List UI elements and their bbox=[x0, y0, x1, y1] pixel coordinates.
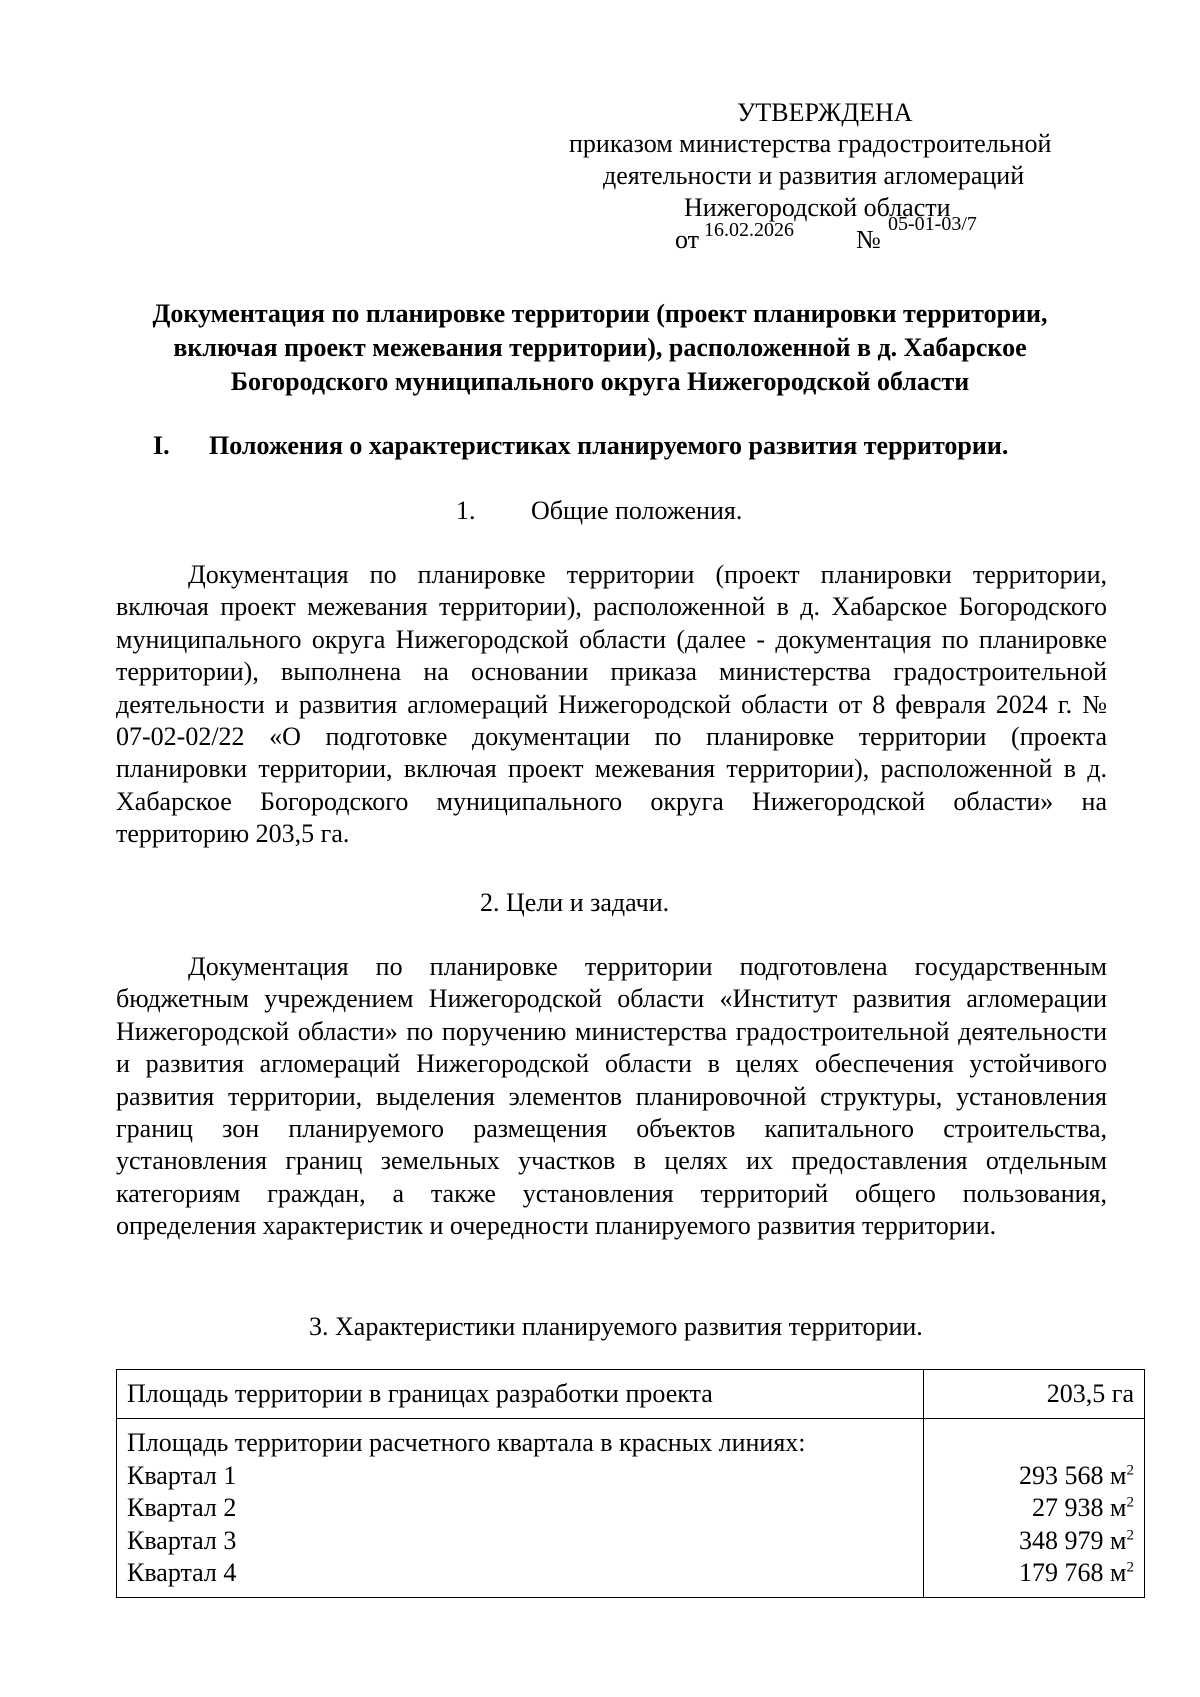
table-row bbox=[117, 1419, 1145, 1598]
characteristics-table bbox=[116, 1369, 1145, 1598]
table-row bbox=[117, 1370, 1145, 1419]
subsection-1-number: 1. bbox=[456, 496, 476, 525]
subsection-2-text: Документация по планировке территории подготовлена государственным бюджетным учреждением Нижегородской области «Институт развития агломерации Нижегородской области» по поручению министерства градостроительной деятельности и развития агломераций Нижегородской области в целях обеспечения устойчивого развития территории, выделения элементов планировочной структуры, установления границ зон планируемого размещения объектов капитального строительства, установления границ земельных участков в целях их предоставления отдельным категориям граждан, а также установления территорий общего пользования, определения характеристик и очередности планируемого развития территории. bbox=[116, 952, 1107, 1241]
subsection-1-text: Документация по планировке территории (проект планировки территории, включая проект межевания территории), расположенной в д. Хабарское Богородского муниципального округа Нижегородской области (далее - документация по планировке территории), выполнена на основании приказа министерства градостроительной деятельности и развития агломераций Нижегородской области от 8 февраля 2024 г. № 07-02-02/22 «О подготовке документации по планировке территории (проекта планировки территории, включая проект межевания территории), расположенной в д. Хабарское Богородского муниципального округа Нижегородской области» на территорию 203,5 га. bbox=[116, 560, 1107, 849]
table-cell-value bbox=[924, 1419, 1145, 1598]
approval-line-2: деятельности и развития агломераций bbox=[603, 161, 1025, 190]
approval-line-1: приказом министерства градостроительной bbox=[569, 129, 1052, 158]
document-title bbox=[100, 297, 1100, 399]
approval-status: УТВЕРЖДЕНА bbox=[737, 98, 913, 127]
approval-date-prefix: от bbox=[675, 225, 700, 254]
quarter-label: Квартал 3 bbox=[127, 1525, 237, 1555]
subsection-2-title: 2. Цели и задачи. bbox=[480, 888, 670, 917]
quarter-label: Квартал 2 bbox=[127, 1493, 237, 1523]
table-cell-value: 203,5 га bbox=[924, 1370, 1145, 1419]
quarter-value: 293 568 $м^2$ bbox=[1019, 1460, 1134, 1490]
table-cell-label: Площадь территории в границах разработки проекта bbox=[117, 1370, 924, 1419]
document-title-line-1: Документация по планировке территории (проект планировки территории, bbox=[152, 299, 1048, 328]
document-title-line-3: Богородского муниципального округа Нижегородской области bbox=[230, 367, 970, 396]
quarter-value: 348 979 $м^2$ bbox=[1019, 1525, 1134, 1555]
table-cell-label bbox=[117, 1419, 924, 1598]
quarter-value: 179 768 $м^2$ bbox=[1019, 1558, 1134, 1588]
document-title-line-2: включая проект межевания территории), расположенной в д. Хабарское bbox=[173, 333, 1027, 362]
quarters-heading: Площадь территории расчетного квартала в красных линиях: bbox=[127, 1428, 806, 1458]
subsection-2-paragraph bbox=[116, 951, 1107, 1243]
approval-number-prefix: № bbox=[856, 225, 881, 254]
quarter-label: Квартал 1 bbox=[127, 1460, 237, 1490]
section-number: I. bbox=[153, 431, 170, 460]
quarter-value: 27 938 $м^2$ bbox=[1032, 1493, 1134, 1523]
quarter-label: Квартал 4 bbox=[127, 1558, 237, 1588]
approval-line-3: Нижегородской области bbox=[684, 193, 951, 222]
subsection-3-title: 3. Характеристики планируемого развития территории. bbox=[309, 1312, 923, 1341]
subsection-1-title: Общие положения. bbox=[531, 496, 743, 525]
section-title: Положения о характеристиках планируемого развития территории. bbox=[209, 431, 1009, 460]
subsection-1-paragraph bbox=[116, 559, 1107, 851]
approval-date: 16.02.2026 bbox=[704, 219, 794, 241]
approval-number: 05-01-03/7 bbox=[888, 213, 977, 235]
